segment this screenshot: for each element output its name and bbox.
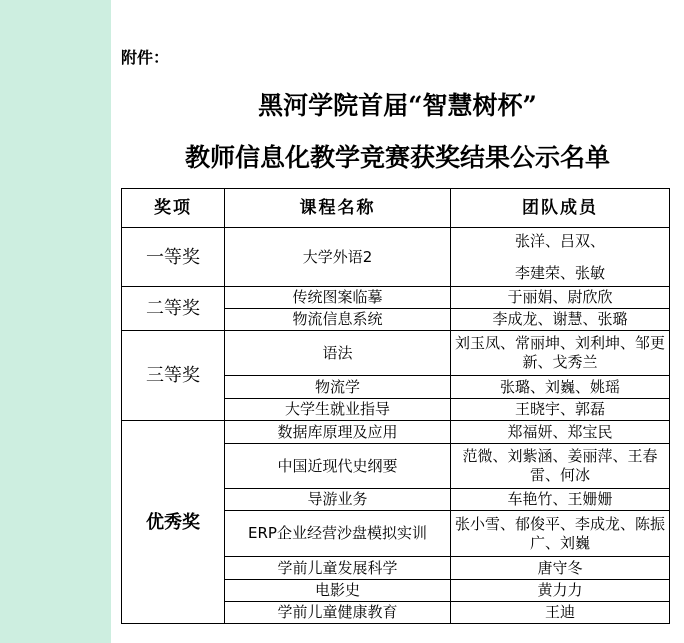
table-row: [122, 228, 670, 287]
team-cell: 于丽娟、尉欣欣: [451, 287, 670, 309]
attachment-label: 附件：: [121, 48, 170, 67]
table-row: [122, 287, 670, 309]
course-cell: 传统图案临摹: [225, 287, 451, 309]
team-cell: 李成龙、谢慧、张璐: [451, 309, 670, 331]
team-cell: 刘玉凤、常丽坤、刘利坤、邹更新、戈秀兰: [451, 331, 670, 376]
team-cell: 郑福妍、郑宝民: [451, 421, 670, 444]
table-row: [122, 331, 670, 376]
course-cell: 物流学: [225, 376, 451, 399]
team-cell: 范微、刘紫涵、姜丽萍、王春雷、何冰: [451, 444, 670, 489]
team-cell: 唐守冬: [451, 557, 670, 580]
header-course: 课程名称: [225, 189, 451, 228]
team-cell: 黄力力: [451, 580, 670, 602]
team-cell: 车艳竹、王姗姗: [451, 489, 670, 511]
team-line: 张洋、吕双、: [514, 231, 605, 250]
course-cell: 中国近现代史纲要: [225, 444, 451, 489]
document-title-line1: 黑河学院首届“智慧树杯”: [258, 91, 537, 120]
header-team: 团队成员: [451, 189, 670, 228]
team-cell: [451, 228, 670, 287]
award-third: 三等奖: [122, 331, 225, 421]
table-header-row: [122, 189, 670, 228]
course-cell: 数据库原理及应用: [225, 421, 451, 444]
team-line: 李建荣、张敏: [514, 263, 605, 282]
course-cell: 大学外语2: [225, 228, 451, 287]
document-title-line2: 教师信息化教学竞赛获奖结果公示名单: [184, 143, 610, 172]
awards-table: [121, 188, 670, 624]
award-second: 二等奖: [122, 287, 225, 331]
course-cell: 语法: [225, 331, 451, 376]
course-cell: 学前儿童发展科学: [225, 557, 451, 580]
award-excellence: 优秀奖: [122, 421, 225, 624]
course-cell: 物流信息系统: [225, 309, 451, 331]
table-row: [122, 421, 670, 444]
team-cell: 王晓宇、郭磊: [451, 399, 670, 421]
course-cell: 大学生就业指导: [225, 399, 451, 421]
course-cell: 学前儿童健康教育: [225, 602, 451, 624]
course-cell: 电影史: [225, 580, 451, 602]
team-cell: 王迪: [451, 602, 670, 624]
course-cell: 导游业务: [225, 489, 451, 511]
course-cell: ERP企业经营沙盘模拟实训: [225, 511, 451, 557]
team-cell: 张小雪、郁俊平、李成龙、陈振广、刘巍: [451, 511, 670, 557]
award-first: 一等奖: [122, 228, 225, 287]
header-award: 奖项: [122, 189, 225, 228]
document-page: [111, 0, 684, 643]
team-cell: 张璐、刘巍、姚瑶: [451, 376, 670, 399]
